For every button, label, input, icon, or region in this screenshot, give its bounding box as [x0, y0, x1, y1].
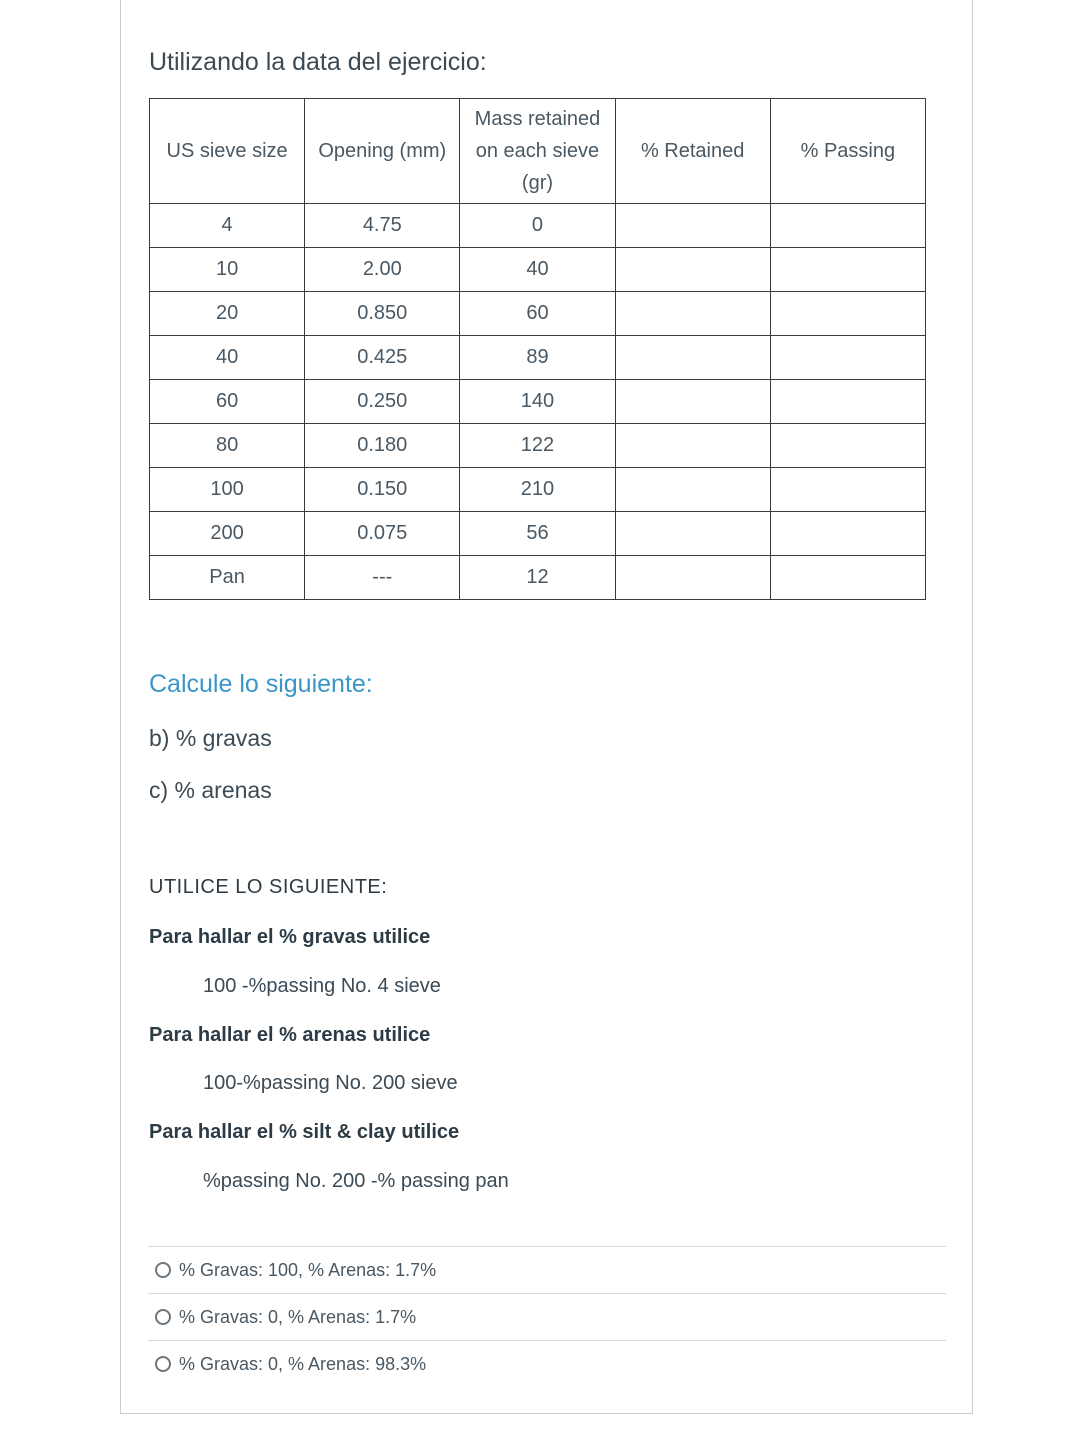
col-header-opening: Opening (mm) — [305, 99, 460, 204]
cell-percent-retained — [615, 468, 770, 512]
cell-percent-passing — [770, 336, 925, 380]
cell-percent-passing — [770, 424, 925, 468]
cell-percent-passing — [770, 204, 925, 248]
cell-mass-retained: 122 — [460, 424, 615, 468]
cell-opening: 0.150 — [305, 468, 460, 512]
answer-options — [148, 1246, 946, 1387]
cell-sieve-size: 200 — [150, 512, 305, 556]
cell-percent-retained — [615, 336, 770, 380]
cell-opening: 4.75 — [305, 204, 460, 248]
cell-opening: 0.250 — [305, 380, 460, 424]
table-row — [150, 336, 926, 380]
table-header-row — [150, 99, 926, 204]
cell-sieve-size: 4 — [150, 204, 305, 248]
table-row — [150, 204, 926, 248]
cell-percent-passing — [770, 248, 925, 292]
answer-option[interactable] — [148, 1246, 946, 1293]
instruction-arenas-title: Para hallar el % arenas utilice — [149, 1024, 431, 1046]
cell-opening: 0.075 — [305, 512, 460, 556]
radio-button[interactable] — [155, 1309, 171, 1325]
cell-percent-retained — [615, 380, 770, 424]
answer-label: % Gravas: 0, % Arenas: 1.7% — [179, 1306, 417, 1327]
table-row — [150, 468, 926, 512]
instruction-arenas-formula: 100-%passing No. 200 sieve — [203, 1072, 458, 1094]
cell-percent-passing — [770, 380, 925, 424]
cell-opening: 2.00 — [305, 248, 460, 292]
col-header-percent-passing: % Passing — [770, 99, 925, 204]
sieve-table — [149, 98, 926, 600]
cell-percent-passing — [770, 512, 925, 556]
item-gravas: b) % gravas — [149, 725, 272, 751]
mass-retained-label: Mass retained on each sieve (gr) — [474, 108, 601, 194]
cell-opening: 0.850 — [305, 292, 460, 336]
calc-heading: Calcule lo siguiente: — [149, 670, 373, 698]
table-row — [150, 556, 926, 600]
instruction-silt-clay-title: Para hallar el % silt & clay utilice — [149, 1121, 460, 1143]
table-row — [150, 380, 926, 424]
cell-percent-passing — [770, 556, 925, 600]
instruction-silt-clay-formula: %passing No. 200 -% passing pan — [203, 1170, 509, 1192]
radio-button[interactable] — [155, 1356, 171, 1372]
table-row — [150, 512, 926, 556]
radio-button[interactable] — [155, 1262, 171, 1278]
table-row — [150, 424, 926, 468]
cell-sieve-size: 40 — [150, 336, 305, 380]
cell-mass-retained: 60 — [460, 292, 615, 336]
util-heading: UTILICE LO SIGUIENTE: — [149, 876, 388, 898]
table-row — [150, 248, 926, 292]
cell-sieve-size: 20 — [150, 292, 305, 336]
answer-label: % Gravas: 100, % Arenas: 1.7% — [179, 1259, 437, 1280]
cell-mass-retained: 89 — [460, 336, 615, 380]
cell-opening: 0.425 — [305, 336, 460, 380]
cell-percent-retained — [615, 248, 770, 292]
answer-option[interactable] — [148, 1293, 946, 1340]
instruction-gravas-formula: 100 -%passing No. 4 sieve — [203, 975, 441, 997]
cell-opening: 0.180 — [305, 424, 460, 468]
answer-option[interactable] — [148, 1340, 946, 1387]
cell-opening: --- — [305, 556, 460, 600]
col-header-sieve-size: US sieve size — [150, 99, 305, 204]
cell-mass-retained: 56 — [460, 512, 615, 556]
col-header-percent-retained: % Retained — [615, 99, 770, 204]
col-header-mass-retained — [460, 99, 615, 204]
cell-percent-retained — [615, 292, 770, 336]
cell-mass-retained: 140 — [460, 380, 615, 424]
cell-percent-passing — [770, 468, 925, 512]
cell-percent-retained — [615, 424, 770, 468]
answer-label: % Gravas: 0, % Arenas: 98.3% — [179, 1353, 427, 1374]
cell-mass-retained: 12 — [460, 556, 615, 600]
instruction-gravas-title: Para hallar el % gravas utilice — [149, 926, 431, 948]
cell-percent-retained — [615, 512, 770, 556]
cell-mass-retained: 210 — [460, 468, 615, 512]
intro-text: Utilizando la data del ejercicio: — [149, 48, 487, 76]
cell-sieve-size: Pan — [150, 556, 305, 600]
table-row — [150, 292, 926, 336]
cell-mass-retained: 0 — [460, 204, 615, 248]
cell-percent-retained — [615, 204, 770, 248]
cell-sieve-size: 10 — [150, 248, 305, 292]
cell-sieve-size: 100 — [150, 468, 305, 512]
cell-sieve-size: 80 — [150, 424, 305, 468]
cell-sieve-size: 60 — [150, 380, 305, 424]
cell-mass-retained: 40 — [460, 248, 615, 292]
cell-percent-retained — [615, 556, 770, 600]
item-arenas: c) % arenas — [149, 777, 272, 803]
cell-percent-passing — [770, 292, 925, 336]
